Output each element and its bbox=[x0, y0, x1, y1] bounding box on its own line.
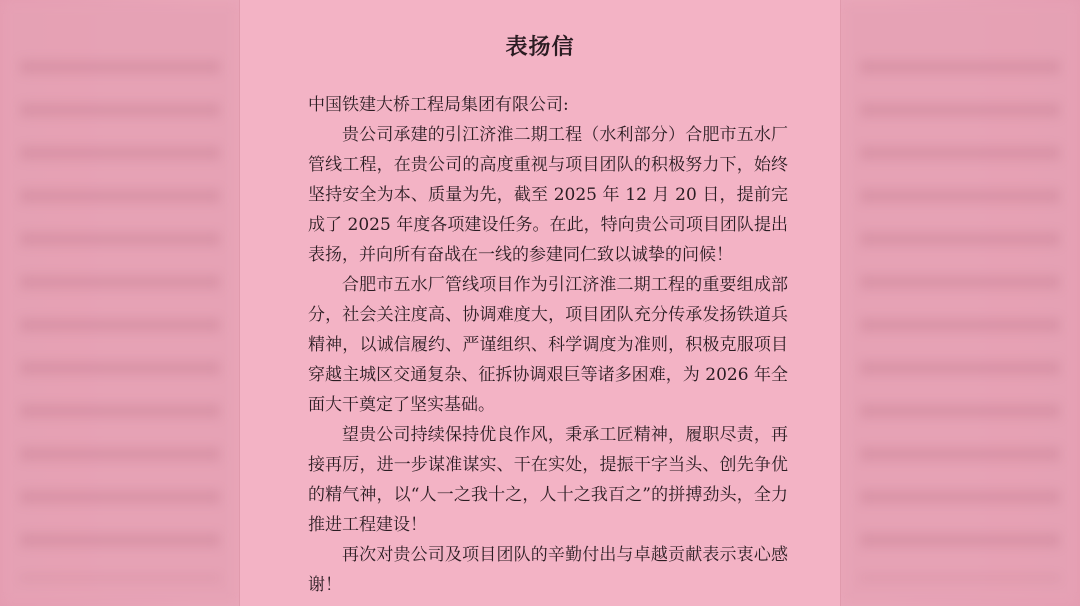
letter-paragraph-4: 再次对贵公司及项目团队的辛勤付出与卓越贡献表示衷心感谢！ bbox=[308, 545, 788, 595]
blurred-text-right bbox=[860, 60, 1060, 580]
blurred-text-left bbox=[20, 60, 220, 580]
letter-paper bbox=[240, 0, 840, 606]
letter-title: 表扬信 bbox=[505, 34, 575, 60]
letter-body bbox=[308, 90, 788, 600]
letter-paragraph-3: 望贵公司持续保持优良作风，秉承工匠精神，履职尽责，再接再厉，进一步谋准谋实、干在实处，提振干字当头、创先争优的精气神，以“人一之我十之，人十之我百之”的拼搏劲头，全力推进工程建设！ bbox=[308, 425, 788, 535]
letter-paragraph-2: 合肥市五水厂管线项目作为引江济淮二期工程的重要组成部分，社会关注度高、协调难度大，项目团队充分传承发扬铁道兵精神，以诚信履约、严谨组织、科学调度为准则，积极克服项目穿越主城区交通复杂、征拆协调艰巨等诸多困难，为 2026 年全面大干奠定了坚实基础。 bbox=[308, 275, 788, 415]
letter-paragraph-1: 贵公司承建的引江济淮二期工程（水利部分）合肥市五水厂管线工程，在贵公司的高度重视与项目团队的积极努力下，始终坚持安全为本、质量为先，截至 2025 年 12 月 20 日，提前完成了 2025 年度各项建设任务。在此，特向贵公司项目团队提出表扬，并向所有奋战在一线的参建同仁致以诚挚的问候！ bbox=[308, 125, 788, 265]
letter-addressee: 中国铁建大桥工程局集团有限公司: bbox=[308, 95, 569, 115]
